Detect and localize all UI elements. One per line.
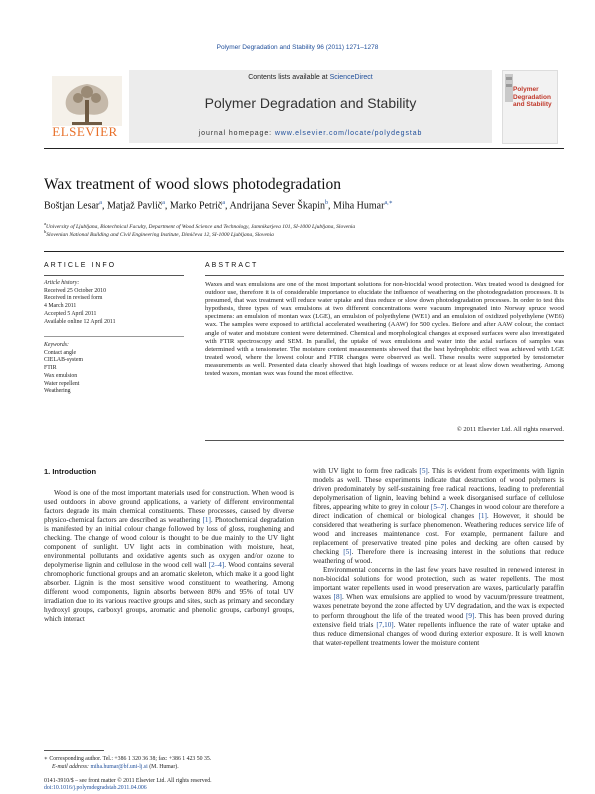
- article-info-rule: [44, 275, 184, 276]
- author-affiliation-mark[interactable]: b: [325, 200, 329, 206]
- contents-line: [129, 74, 492, 81]
- citation-link[interactable]: [7,10]: [376, 620, 394, 629]
- article-title: Wax treatment of wood slows photodegradation: [44, 176, 342, 193]
- abstract-heading: ABSTRACT: [205, 262, 259, 269]
- history-line: Received 25 October 2010: [44, 287, 106, 294]
- paragraph: with UV light to form free radicals [5]. This is evident from experiments with lignin models as well. These experiments indicate that destruction of wood polymers is driven predominately by self-sustaining free radical reactions, leading to preferential depolymerisation of lignin, leaving behind a week disorganised surface of cellulose fibres, appearing white to grey in colour [5–7]. Changes in wood colour are therefore a direct indication of chemical or biological changes [1]. However, it should be considered that weathering is surface phenomenon. Weathering reduces service life of wood and increases maintenance cost. For example, permanent failure and replacement of preservative treated pine poles and decking are often caused by checking [5]. Therefore there is increasing interest in the solutions that reduce weathering of wood.: [313, 467, 565, 566]
- email-prefix: E-mail address:: [52, 764, 91, 770]
- affiliation-rule: [44, 251, 564, 252]
- history-line: Received in revised form: [44, 295, 103, 302]
- history-line: Accepted 5 April 2011: [44, 310, 97, 317]
- citation-link[interactable]: [1]: [478, 512, 487, 521]
- contents-prefix: Contents lists available at: [248, 74, 330, 81]
- footnote-rule: [44, 750, 104, 751]
- elsevier-tree-logo-icon: [52, 76, 122, 126]
- journal-title: Polymer Degradation and Stability: [204, 95, 417, 111]
- keyword: Weathering: [44, 388, 71, 395]
- cover-strip-icon: [505, 74, 513, 102]
- citation-link[interactable]: [1]: [202, 516, 211, 525]
- keywords-label: Keywords:: [44, 342, 69, 348]
- keyword: Wax emulsion: [44, 372, 78, 379]
- keyword: FTIR: [44, 365, 57, 372]
- affiliation-mark: a: [44, 221, 47, 226]
- affiliation: [44, 229, 274, 238]
- history-line: Available online 12 April 2011: [44, 318, 116, 325]
- header-rule: [44, 148, 564, 149]
- author-name: Boštjan Lesar: [44, 200, 100, 212]
- intro-right-column: [313, 467, 564, 648]
- citation-link[interactable]: [8]: [333, 593, 342, 602]
- citation-link[interactable]: [5–7]: [430, 503, 447, 512]
- author-name: Matjaž Pavlič: [106, 200, 163, 212]
- journal-reference[interactable]: Polymer Degradation and Stability 96 (2011) 1271–1278: [216, 44, 379, 51]
- article-history: [44, 280, 184, 326]
- author-affiliation-mark[interactable]: a,∗: [384, 200, 393, 206]
- affiliation-text: University of Ljubljana, Biotechnical Faculty, Department of Wood Science and Technology, Jamnikarjeva 101, SI-1000 Ljubljana, Slovenia: [46, 223, 356, 230]
- author-list: Boštjan Lesar$^a$, Matjaž Pavlič$^a$, Marko Petrič$^a$, Andrijana Sever Škapin$^b$, Miha Humar$^{a,∗}$: [44, 200, 393, 212]
- paragraph: Environmental concerns in the last few years have resulted in renewed interest in non-biocidal solutions for wood protection, such as water repellents. The most important water repellents used in wood preservation are waxes, particularly paraffin waxes [8]. When wax emulsions are applied to wood by vacuum/pressure treatment, waxes penetrate beyond the zone affected by UV degradation, and the wax is expected to perform throughout the life of the treated wood [9]. This has been proved during extensive field trials [7,10]. Water repellents influence the rate of water uptake and thus reduce dimensional changes of wood during exterior exposure. It is well known that water-repellent treatments lower the moisture content: [313, 566, 564, 647]
- citation-link[interactable]: [2–4]: [208, 561, 225, 570]
- keyword: Water repellent: [44, 380, 80, 387]
- email-suffix: (M. Humar).: [147, 764, 179, 770]
- author-name: Andrijana Sever Škapin: [229, 200, 326, 212]
- homepage-prefix: journal homepage:: [198, 130, 275, 137]
- keywords-rule: [44, 336, 184, 337]
- citation-link[interactable]: [9]: [465, 611, 475, 620]
- sciencedirect-link[interactable]: ScienceDirect: [329, 74, 373, 81]
- author-affiliation-mark[interactable]: a: [99, 200, 102, 206]
- affiliation-text: Slovenian National Building and Civil Engineering Institute, Dimičeva 12, SI-1000 Ljubljana, Slovenia: [46, 231, 274, 238]
- copyright: © 2011 Elsevier Ltd. All rights reserved.: [456, 426, 564, 433]
- author-affiliation-mark[interactable]: a: [162, 200, 165, 206]
- email-link[interactable]: miha.humar@bf.uni-lj.si: [90, 764, 148, 770]
- paragraph: Wood is one of the most important materials used for construction. When wood is used outdoors in above ground applications, a variety of different environmental factors degrade its main chemical constituents. These processes, caused by diverse physico-chemical factors are described as weathering [1]. Photochemical degradation is manifested by an initial colour change followed by loss of gloss, roughening and checking. The change of wood colour is thought to be due mainly to the UV light component of sunlight. UV light acts in combination with moisture, heat, environmental pollutants and oxidative agents such as oxygen and/or ozone to depolymerise lignin and cellulose in the wood cell wall [2–4]. Wood contains several chromophoric functional groups and an aromatic skeleton, which make it a good light absorber. Lignin is the most sensitive wood constituent to weathering. Among different wood components, lignin absorbs between 80% and 95% of total UV irradiation due to its various reactive groups and sites, such as primary and secondary hydroxyl groups, carboxyl groups, aromatic and phenolic groups, carbonyl groups, which interact: [44, 489, 294, 624]
- affiliation-mark: b: [44, 229, 47, 234]
- keywords: [44, 342, 184, 396]
- abstract-bottom-rule: [205, 440, 564, 441]
- keyword: Contact angle: [44, 349, 77, 356]
- history-line: 4 March 2011: [44, 303, 77, 310]
- issn-line: 0141-3910/$ – see front matter © 2011 Elsevier Ltd. All rights reserved.: [44, 778, 212, 784]
- keyword: CIELAB-system: [44, 357, 83, 364]
- elsevier-wordmark: ELSEVIER: [52, 124, 118, 139]
- citation-link[interactable]: [5]: [343, 548, 352, 557]
- author-name: Miha Humar: [333, 200, 385, 212]
- homepage-link[interactable]: www.elsevier.com/locate/polydegstab: [274, 130, 423, 137]
- doi-link[interactable]: doi:10.1016/j.polymdegradstab.2011.04.006: [44, 785, 147, 791]
- author-name: Marko Petrič: [169, 200, 223, 212]
- abstract-rule: [205, 275, 564, 276]
- history-label: Article history:: [44, 280, 80, 286]
- section-heading-introduction: 1. Introduction: [44, 467, 97, 476]
- abstract-text: Waxes and wax emulsions are one of the most important solutions for non-biocidal wood protection. Wax treated wood is designed for outdoor use, therefore it is of considerable importance to elucidate the influence of weathering on the photodegradation processes. It is presumed, that wax treatment will reduce water uptake and thus reduce or slow down photodegradation processes. In order to test this hypothesis, three types of wax emulsions at two different concentrations were vacuum impregnated into Norway spruce wood specimens: an emulsion of montan wax (LGE), an emulsion of polyethylene (WE1) and an emulsion of oxidized polyethylene (WE6) wax. The samples were exposed to artificial accelerated weathering (AAW) for 500 cycles. Before and after AAW colour, the contact angle of water and moisture content were determined. Chemical and morphological changes at exposed surfaces were also investigated with FTIR spectroscopy and SEM. In parallel, the uptake of wax emulsions and water into the axial surfaces of samples was determined with a tensiometer. The moisture content measurements showed that the best hydrophobic effect was achieved with LGE treated wood, where the lowest colour and FTIR changes were observed as well. These results were supported by tensiometer measurements as well. Presented data clearly showed that high loadings of waxes reduce or at least slow down weathering. Among tested waxes, montan wax was found the most effective.: [205, 281, 564, 378]
- corresponding-author-note: ∗ Corresponding author. Tel.: +386 1 320 36 38; fax: +386 1 423 50 35.: [44, 756, 212, 762]
- journal-homepage: [129, 130, 492, 137]
- email-note: [52, 764, 179, 771]
- intro-left-column: [44, 489, 294, 624]
- citation-link[interactable]: [5]: [419, 467, 428, 475]
- cover-title: Polymer Degradation and Stability: [513, 86, 552, 108]
- article-info-heading: ARTICLE INFO: [44, 262, 117, 269]
- author-affiliation-mark[interactable]: a: [222, 200, 226, 206]
